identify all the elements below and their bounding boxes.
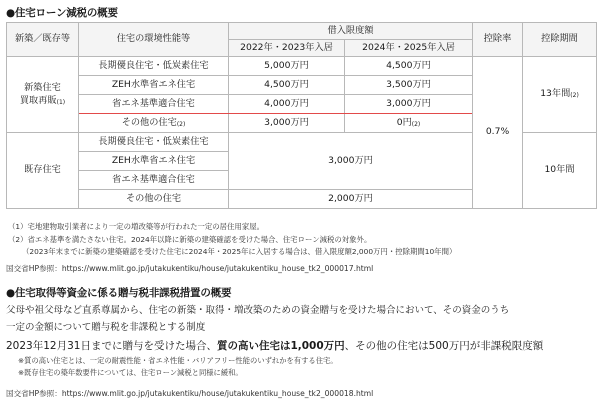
header-2022: 2022年・2023年入居 bbox=[229, 40, 345, 57]
new-housing-category bbox=[7, 57, 79, 133]
gift-tax-description-1: 父母や祖父母など直系尊属から、住宅の新築・取得・増改築のための資金贈与を受けた場合において、その資金のうち bbox=[6, 305, 510, 316]
existing-limit-1: 3,000万円 bbox=[229, 133, 473, 190]
section2-title: ●住宅取得等資金に係る贈与税非課税措置の概要 bbox=[6, 287, 232, 299]
footnote-marker: (2) bbox=[176, 120, 186, 128]
new-row-label: 長期優良住宅・低炭素住宅 bbox=[79, 57, 229, 76]
section1-title: ●住宅ローン減税の概要 bbox=[6, 7, 118, 19]
new-row-2024: 3,000万円 bbox=[345, 95, 473, 114]
existing-category: 既存住宅 bbox=[7, 133, 79, 209]
new-row-2024-other bbox=[345, 114, 473, 133]
gift-tax-limit-a: 2023年12月31日までに贈与を受けた場合、 bbox=[6, 340, 217, 352]
source-link-2[interactable]: 国交省HP参照：https://www.mlit.go.jp/jutakukentiku/house/jutakukentiku_house_tk2_000018.html bbox=[6, 389, 374, 398]
gift-tax-limit-line bbox=[6, 338, 543, 353]
existing-period: 10年間 bbox=[523, 133, 597, 209]
existing-limit-2: 2,000万円 bbox=[229, 190, 473, 209]
new-row-label: 省エネ基準適合住宅 bbox=[79, 95, 229, 114]
new-period-value: 13年間 bbox=[540, 88, 571, 100]
new-row-other bbox=[79, 114, 229, 133]
new-row-2024: 3,500万円 bbox=[345, 76, 473, 95]
new-row-2022: 4,500万円 bbox=[229, 76, 345, 95]
header-period: 控除期間 bbox=[523, 23, 597, 57]
existing-row-label: ZEH水準省エネ住宅 bbox=[79, 152, 229, 171]
new-row-2022: 4,000万円 bbox=[229, 95, 345, 114]
gift-tax-description-2: 一定の金額について贈与税を非課税とする制度 bbox=[6, 322, 206, 333]
new-row-2024: 0円 bbox=[396, 116, 412, 128]
footnote-marker: (2) bbox=[411, 120, 421, 128]
note-1: （1）宅地建物取引業者により一定の増改築等が行われた一定の居住用家屋。 bbox=[8, 222, 264, 231]
gift-note-1: ※質の高い住宅とは、一定の耐震性能・省エネ性能・バリアフリー性能のいずれかを有する住宅。 bbox=[18, 356, 338, 365]
new-category-label-2: 買取再販 bbox=[19, 94, 57, 106]
source-link-1[interactable]: 国交省HP参照：https://www.mlit.go.jp/jutakukentiku/house/jutakukentiku_house_tk2_000017.html bbox=[6, 264, 374, 273]
existing-row-label: 長期優良住宅・低炭素住宅 bbox=[79, 133, 229, 152]
note-3: （2023年末までに新築の建築確認を受けた住宅に2024年・2025年に入居する場合は、借入限度額2,000万円・控除期間10年間） bbox=[22, 247, 457, 256]
deduction-rate: 0.7% bbox=[473, 57, 523, 209]
note-2: （2）省エネ基準を満たさない住宅。2024年以降に新築の建築確認を受けた場合、住宅ローン減税の対象外。 bbox=[8, 235, 372, 244]
new-row-label: ZEH水準省エネ住宅 bbox=[79, 76, 229, 95]
footnote-marker: (2) bbox=[570, 92, 579, 100]
existing-row-label: その他の住宅 bbox=[79, 190, 229, 209]
new-period bbox=[523, 57, 597, 133]
new-row-2022: 3,000万円 bbox=[229, 114, 345, 133]
gift-tax-limit-b: 質の高い住宅は1,000万円 bbox=[216, 340, 345, 352]
header-rate: 控除率 bbox=[473, 23, 523, 57]
new-row-label: その他の住宅 bbox=[121, 116, 177, 128]
existing-row-label: 省エネ基準適合住宅 bbox=[79, 171, 229, 190]
header-performance: 住宅の環境性能等 bbox=[79, 23, 229, 57]
new-row-2022: 5,000万円 bbox=[229, 57, 345, 76]
gift-note-2: ※既存住宅の築年数要件については、住宅ローン減税と同様に緩和。 bbox=[18, 368, 243, 377]
gift-tax-limit-c: 、その他の住宅は500万円が非課税限度額 bbox=[344, 340, 544, 352]
header-limit: 借入限度額 bbox=[229, 23, 473, 40]
header-2024: 2024年・2025年入居 bbox=[345, 40, 473, 57]
header-category: 新築／既存等 bbox=[7, 23, 79, 57]
footnote-marker: (1) bbox=[56, 98, 66, 106]
new-row-2024: 4,500万円 bbox=[345, 57, 473, 76]
new-category-label: 新築住宅 bbox=[24, 82, 61, 94]
loan-tax-table bbox=[6, 22, 597, 209]
